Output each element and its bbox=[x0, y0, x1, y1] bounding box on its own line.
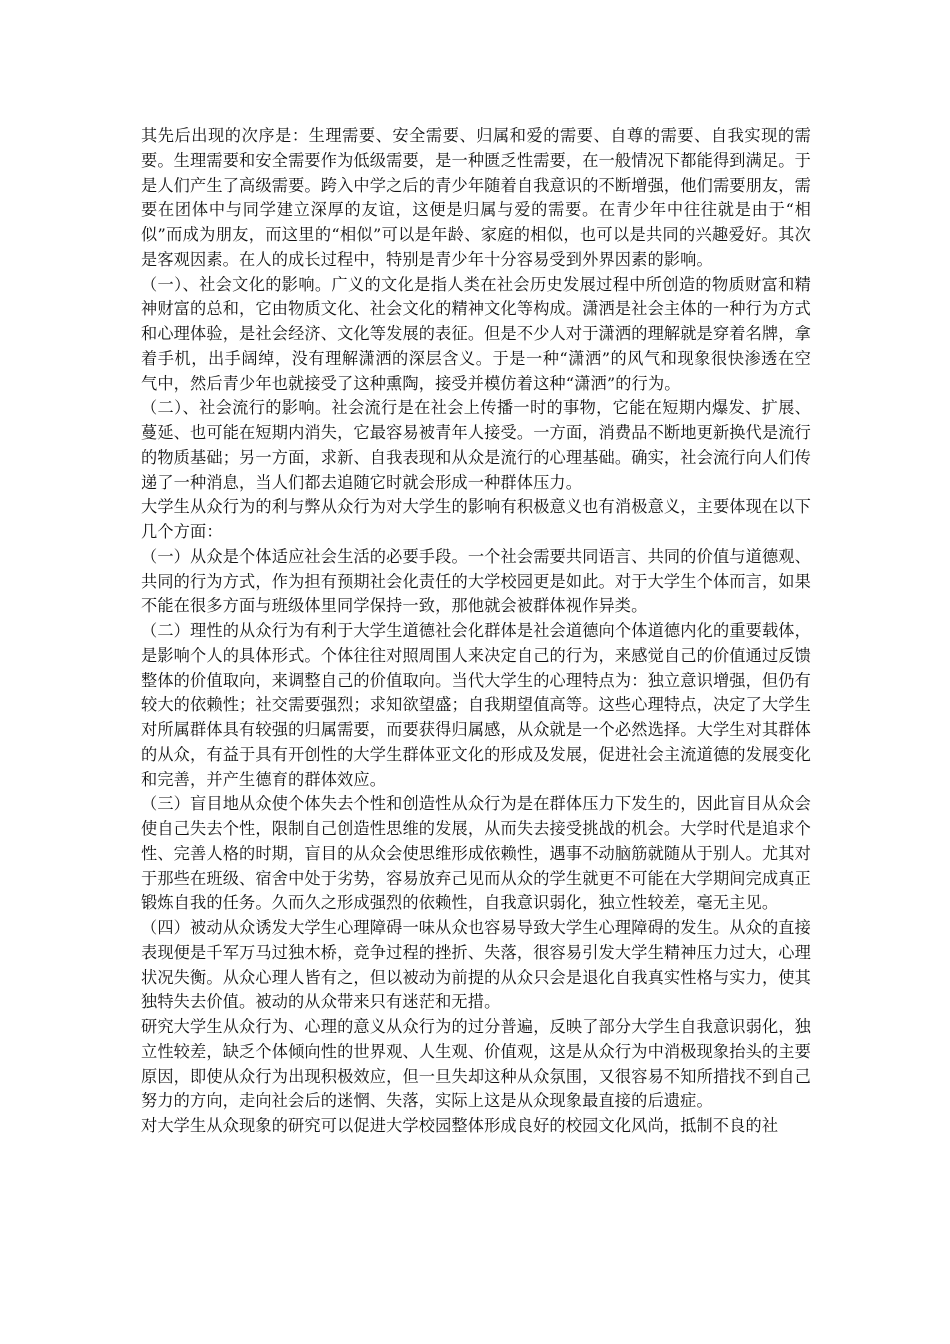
paragraph-research-continued: 对大学生从众现象的研究可以促进大学校园整体形成良好的校园文化风尚，抵制不良的社 bbox=[141, 1116, 779, 1135]
paragraph-needs-order: 其先后出现的次序是：生理需要、安全需要、归属和爱的需要、自尊的需要、自我实现的需要。生理需要和安全需要作为低级需要，是一种匮乏性需要，在一般情况下都能得到满足。于是人们产生了高级需要。跨入中学之后的青少年随着自我意识的不断增强，他们需要朋友，需要在团体中与同学建立深厚的友谊，这便是归属与爱的需要。在青少年中往往就是由于“相似”而成为朋友，而这里的“相似”可以是年龄、家庭的相似，也可以是共同的兴趣爱好。其次是客观因素。在人的成长过程中，特别是青少年十分容易受到外界因素的影响。 bbox=[141, 126, 811, 269]
paragraph-social-culture: （一）、社会文化的影响。广义的文化是指人类在社会历史发展过程中所创造的物质财富和精神财富的总和，它由物质文化、社会文化的精神文化等构成。潇洒是社会主体的一种行为方式和心理体验，是社会经济、文化等发展的表征。但是不少人对于潇洒的理解就是穿着名牌，拿着手机，出手阔绰，没有理解潇洒的深层含义。于是一种“潇洒”的风气和现象很快渗透在空气中，然后青少年也就接受了这种熏陶，接受并模仿着这种“潇洒”的行为。 bbox=[141, 274, 811, 393]
paragraph-research-significance: 研究大学生从众行为、心理的意义从众行为的过分普遍，反映了部分大学生自我意识弱化，独立性较差，缺乏个体倾向性的世界观、人生观、价值观，这是从众行为中消极现象抬头的主要原因，即使从众行为出现积极效应，但一旦失却这种从众氛围，又很容易不知所措找不到自己努力的方向，走向社会后的迷惘、失落，实际上这是从众现象最直接的后遗症。 bbox=[141, 1017, 811, 1111]
paragraph-social-trend: （二）、社会流行的影响。社会流行是在社会上传播一时的事物，它能在短期内爆发、扩展、蔓延、也可能在短期内消失，它最容易被青年人接受。一方面，消费品不断地更新换代是流行的物质基础；另一方面，求新、自我表现和从众是流行的心理基础。确实，社会流行向人们传递了一种消息，当人们都去追随它时就会形成一种群体压力。 bbox=[141, 398, 811, 492]
paragraph-pros-cons-intro: 大学生从众行为的利与弊从众行为对大学生的影响有积极意义也有消极意义，主要体现在以下几个方面： bbox=[141, 497, 811, 541]
paragraph-point-two: （二）理性的从众行为有利于大学生道德社会化群体是社会道德向个体道德内化的重要载体，是影响个人的具体形式。个体往往对照周围人来决定自己的行为，来感觉自己的价值通过反馈整体的价值取向，来调整自己的价值取向。当代大学生的心理特点为：独立意识增强，但仍有较大的依赖性；社交需要强烈；求知欲望盛；自我期望值高等。这些心理特点，决定了大学生对所属群体具有较强的归属需要，而要获得归属感，从众就是一个必然选择。大学生对其群体的从众，有益于具有开创性的大学生群体亚文化的形成及发展，促进社会主流道德的发展变化和完善，并产生德育的群体效应。 bbox=[141, 621, 811, 789]
document-body bbox=[141, 124, 811, 1139]
paragraph-point-one: （一）从众是个体适应社会生活的必要手段。一个社会需要共同语言、共同的价值与道德观、共同的行为方式，作为担有预期社会化责任的大学校园更是如此。对于大学生个体而言，如果不能在很多方面与班级体里同学保持一致，那他就会被群体视作异类。 bbox=[141, 546, 811, 616]
paragraph-point-four: （四）被动从众诱发大学生心理障碍一味从众也容易导致大学生心理障碍的发生。从众的直接表现便是千军万马过独木桥，竞争过程的挫折、失落，很容易引发大学生精神压力过大，心理状况失衡。从众心理人皆有之，但以被动为前提的从众只会是退化自我真实性格与实力，使其独特失去价值。被动的从众带来只有迷茫和无措。 bbox=[141, 918, 811, 1012]
paragraph-point-three: （三）盲目地从众使个体失去个性和创造性从众行为是在群体压力下发生的，因此盲目从众会使自己失去个性，限制自己创造性思维的发展，从而失去接受挑战的机会。大学时代是追求个性、完善人格的时期，盲目的从众会使思维形成依赖性，遇事不动脑筋就随从于别人。尤其对于那些在班级、宿舍中处于劣势，容易放弃己见而从众的学生就更不可能在大学期间完成真正锻炼自我的任务。久而久之形成强烈的依赖性，自我意识弱化，独立性较差，毫无主见。 bbox=[141, 794, 811, 913]
